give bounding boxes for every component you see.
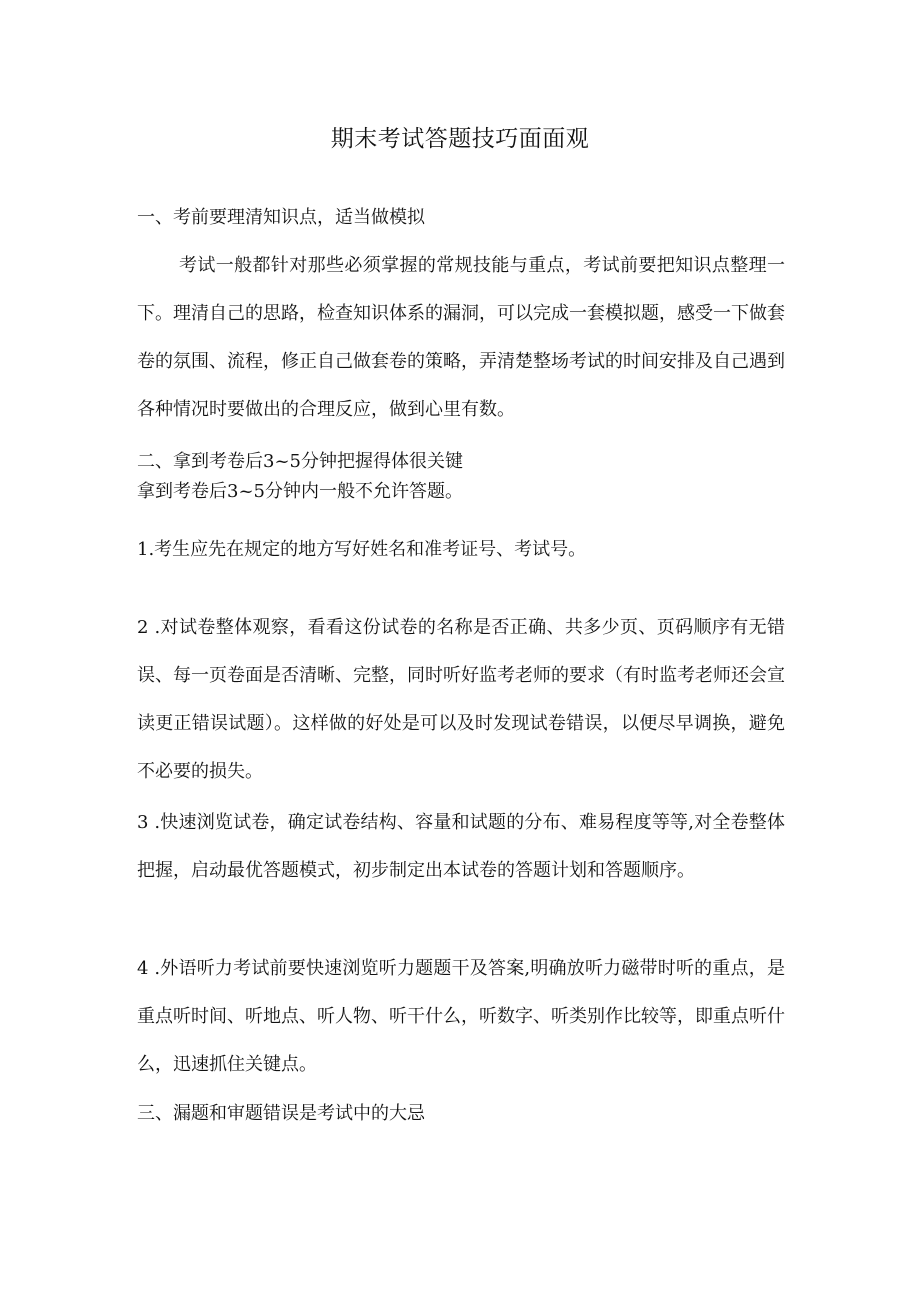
- document-title: 期末考试答题技巧面面观: [330, 126, 590, 152]
- list-item-3: 3 .快速浏览试卷，确定试卷结构、容量和试题的分布、难易程度等等,对全卷整体把握，启动最优答题模式，初步制定出本试卷的答题计划和答题顺序。: [137, 812, 785, 881]
- list-item-1: 1.考生应先在规定的地方写好姓名和准考证号、考试号。: [137, 539, 587, 560]
- section-heading-3: 三、漏题和审题错误是考试中的大忌: [137, 1103, 425, 1124]
- list-item-4: 4 .外语听力考试前要快速浏览听力题题干及答案,明确放听力磁带时听的重点，是重点听时间、听地点、听人物、听干什么，听数字、听类别作比较等，即重点听什么，迅速抓住关键点。: [137, 958, 785, 1075]
- section-2-intro: 拿到考卷后3~5分钟内一般不允许答题。: [137, 481, 463, 502]
- section-1-paragraph: 考试一般都针对那些必须掌握的常规技能与重点，考试前要把知识点整理一下。理清自己的思路，检查知识体系的漏洞，可以完成一套模拟题，感受一下做套卷的氛围、流程，修正自己做套卷的策略，弄清楚整场考试的时间安排及自己遇到各种情况时要做出的合理反应，做到心里有数。: [137, 255, 785, 420]
- list-item-2: 2 .对试卷整体观察，看看这份试卷的名称是否正确、共多少页、页码顺序有无错误、每一页卷面是否清晰、完整，同时听好监考老师的要求（有时监考老师还会宣读更正错误试题）。这样做的好处是可以及时发现试卷错误，以便尽早调换，避免不必要的损失。: [137, 617, 785, 782]
- section-heading-1: 一、考前要理清知识点，适当做模拟: [137, 207, 425, 228]
- section-heading-2: 二、拿到考卷后3~5分钟把握得体很关键: [137, 451, 463, 472]
